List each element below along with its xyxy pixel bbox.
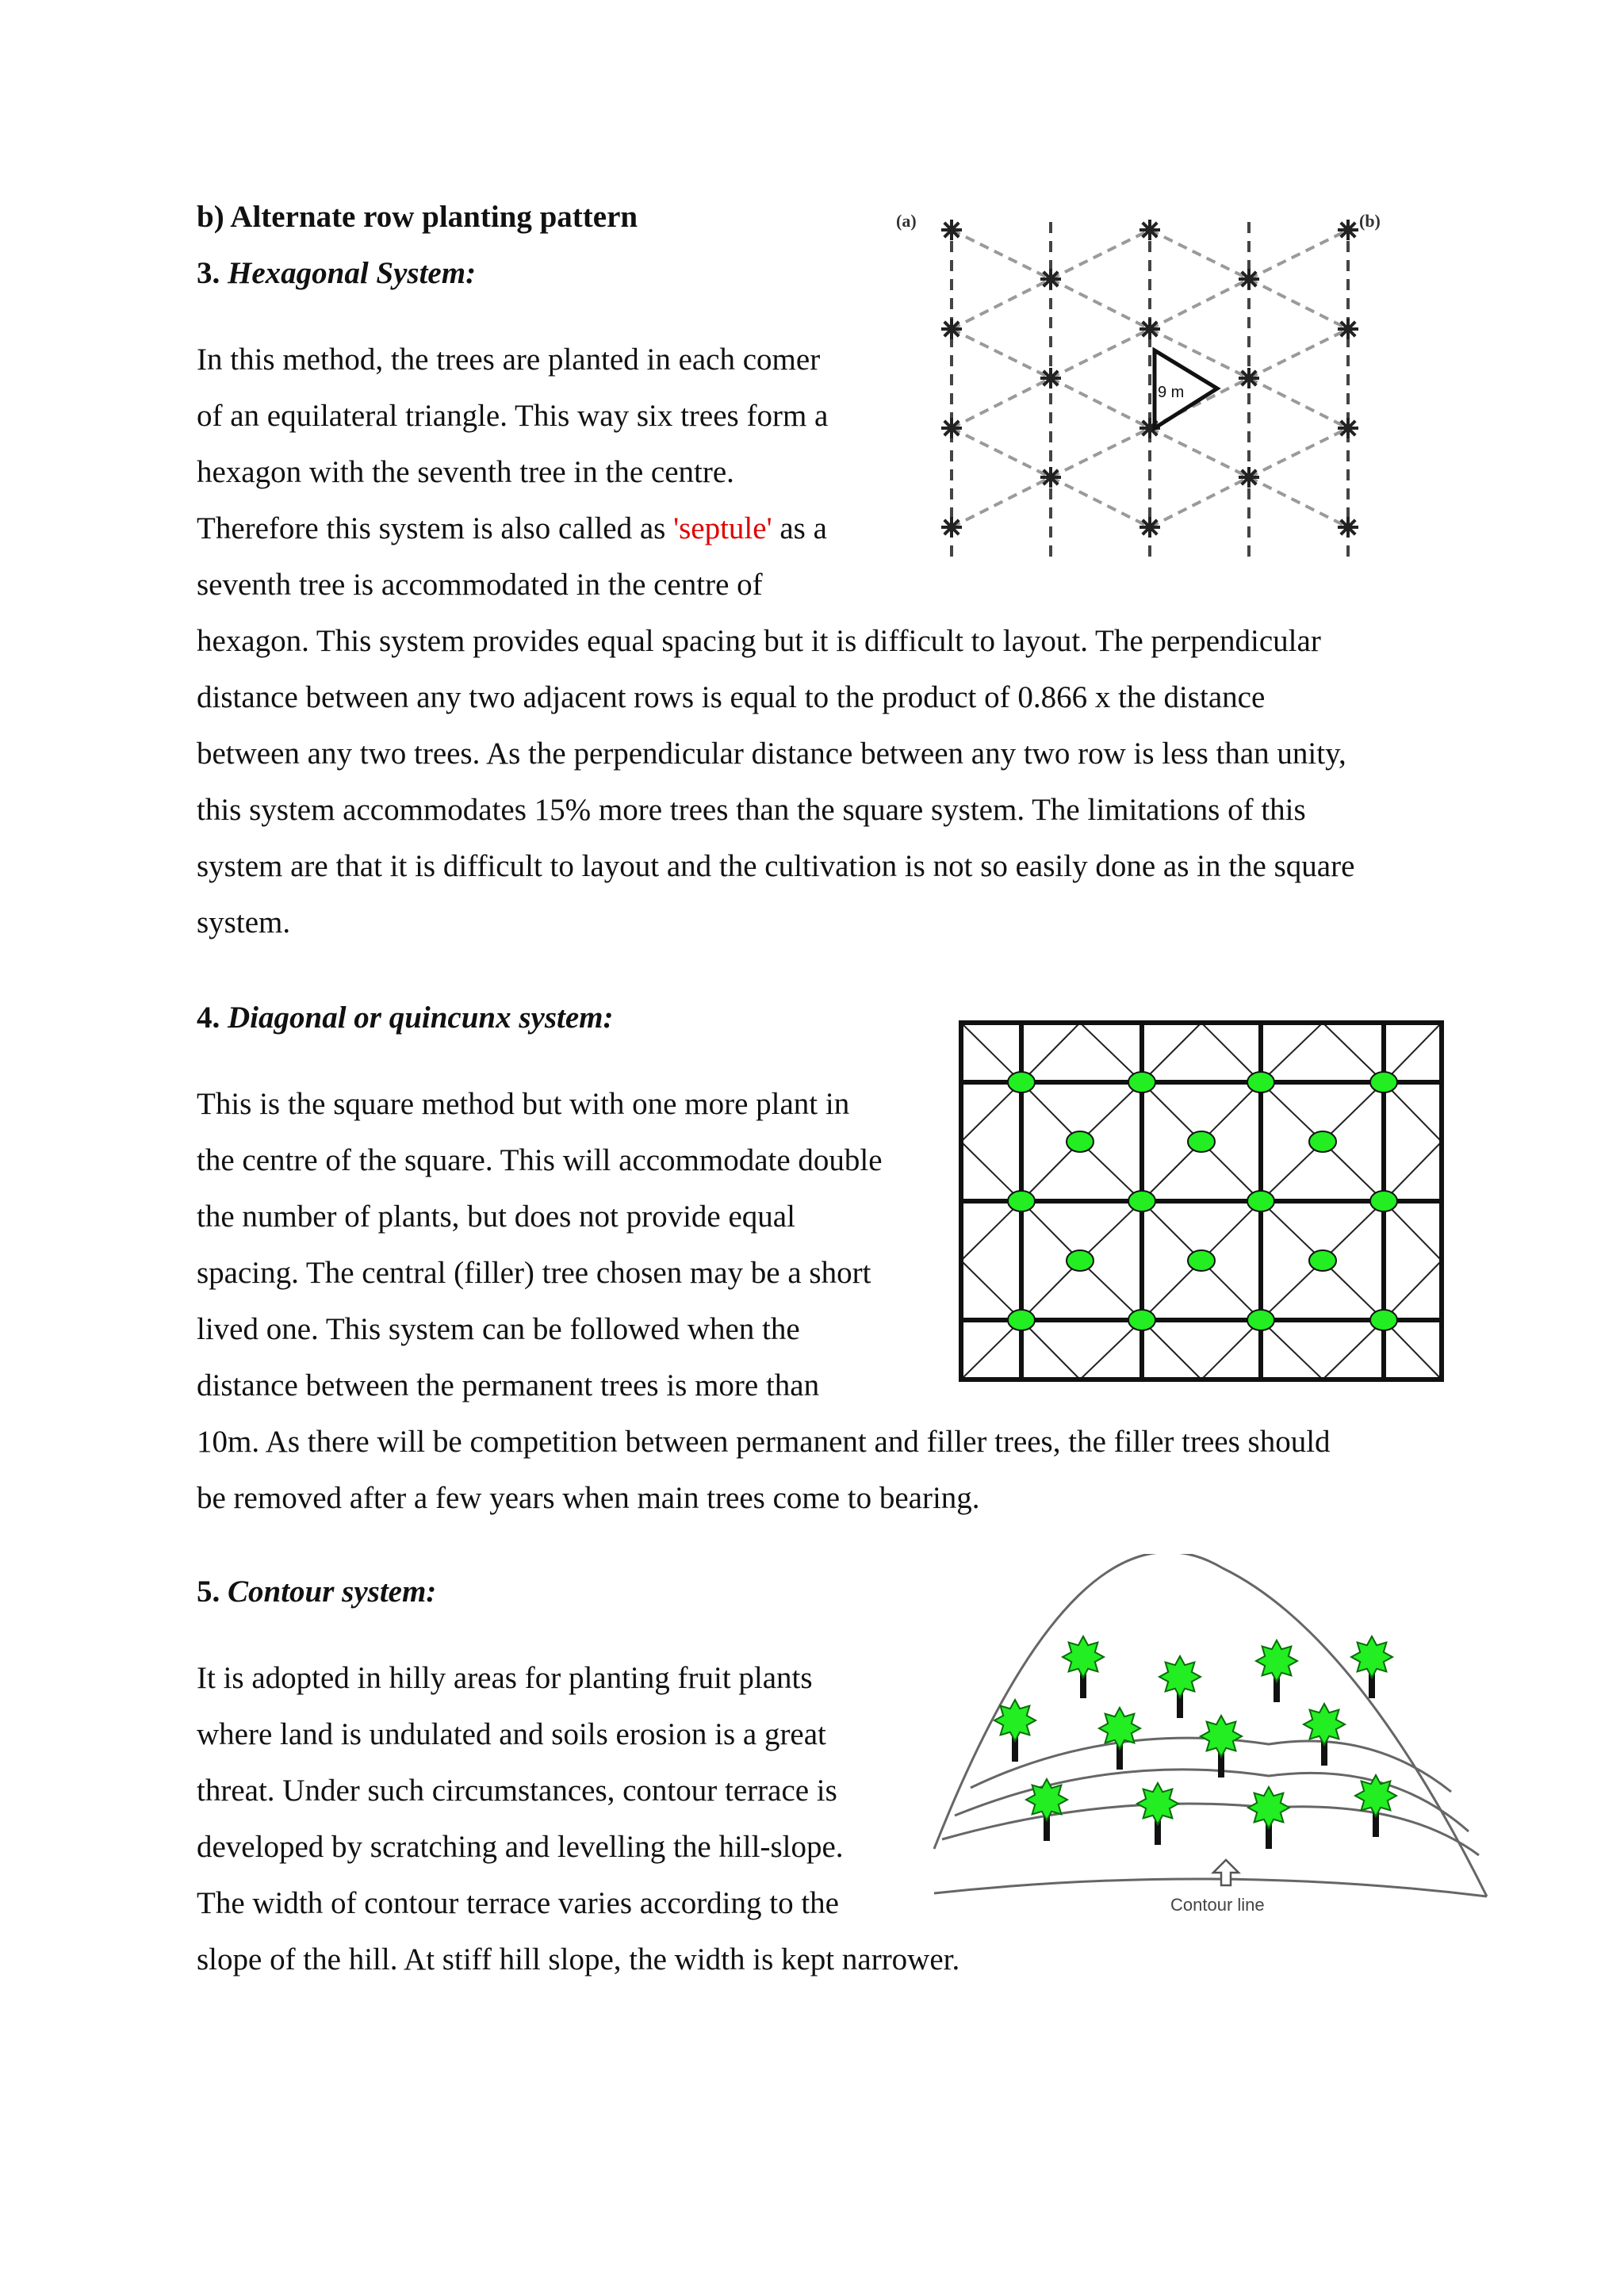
hex-link [1249,329,1348,378]
septule-term: 'septule' [673,511,772,545]
tree-icon [1201,1716,1242,1777]
diagonal-line [1261,1320,1323,1380]
contour-heading [197,1563,436,1620]
contour-number: 5. [197,1575,220,1609]
label-b: (b) [1359,211,1381,231]
permanent-tree [1008,1072,1035,1093]
tree-icon [1137,1783,1178,1845]
hex-link [1150,230,1249,279]
filler-tree [1067,1131,1094,1152]
diagonal-line [1261,1023,1323,1082]
diagonal-line [1021,1082,1080,1142]
distance-label: 9 m [1158,384,1185,401]
permanent-tree [1128,1072,1155,1093]
tree-icon [1139,517,1160,538]
permanent-tree [1247,1072,1274,1093]
contour-line: slope of the hill. At stiff hill slope, the width is kept narrower. [197,1942,960,1976]
diagonal-line [1142,1082,1201,1142]
diagonal-line [1261,1082,1323,1142]
hex-link [1249,428,1348,477]
hex-link [952,230,1051,279]
hex-link [1150,428,1249,477]
hex-link [1249,477,1348,527]
hex-link [1150,329,1249,378]
diagonal-line [1323,1261,1384,1320]
section-heading: b) Alternate row planting pattern [197,200,638,234]
permanent-tree [1128,1191,1155,1211]
hexagonal-line: hexagon. This system provides equal spacing but it is difficult to layout. The perpendicular [197,624,1321,658]
diagonal-line [1021,1201,1080,1261]
hex-link [1051,428,1150,477]
hexagonal-line: between any two trees. As the perpendicular distance between any two row is less than unity, [197,737,1346,771]
permanent-tree [1008,1191,1035,1211]
diagonal-line [1080,1142,1142,1201]
diagonal-line [1323,1142,1384,1201]
hexagonal-line: system are that it is difficult to layout and the cultivation is not so easily done as in the square [197,849,1355,883]
diagonal-line [1142,1023,1201,1082]
diagonal-line [1142,1261,1201,1320]
tree-icon [941,220,962,240]
tree-icon [1139,220,1160,240]
diagonal-line [1323,1320,1384,1380]
diagonal-number: 4. [197,1001,220,1035]
hex-link [1249,230,1348,279]
diagonal-line [1323,1023,1384,1082]
tree-icon [1351,1636,1392,1698]
tree-icon [1239,467,1259,488]
diagonal-line [961,1023,1021,1082]
diagonal-line [1261,1142,1323,1201]
permanent-tree [1370,1310,1397,1330]
diagonal-line: lived one. This system can be followed when the [197,1312,800,1346]
hexagonal-line: In this method, the trees are planted in each comer [197,342,821,377]
diagonal-line: the number of plants, but does not provide equal [197,1200,795,1234]
permanent-tree [1008,1310,1035,1330]
tree-icon [1338,517,1358,538]
hex-link [952,428,1051,477]
diagonal-title: Diagonal or quincunx system: [228,1001,614,1035]
diagonal-line [1201,1023,1261,1082]
contour-line: It is adopted in hilly areas for planting fruit plants [197,1661,813,1695]
hex-link [952,329,1051,378]
diagonal-line [1142,1142,1201,1201]
filler-tree [1309,1131,1336,1152]
text-run: as a [772,511,827,545]
diagonal-line [1323,1082,1384,1142]
diagonal-line: spacing. The central (filler) tree chosen may be a short [197,1256,871,1290]
tree-icon [1256,1640,1297,1702]
diagonal-line [1142,1320,1201,1380]
diagonal-line [1323,1201,1384,1261]
permanent-tree [1247,1191,1274,1211]
diagonal-line [1384,1142,1442,1201]
diagonal-heading [197,989,614,1046]
tree-icon [1304,1704,1345,1766]
hexagonal-line: seventh tree is accommodated in the centre of [197,568,763,602]
hex-link [1051,230,1150,279]
hexagonal-line: of an equilateral triangle. This way six trees form a [197,399,829,433]
diagonal-line [961,1142,1021,1201]
tree-icon [1063,1636,1104,1698]
tree-icon [1248,1787,1289,1849]
text-run: Therefore this system is also called as [197,511,674,545]
tree-icon [1040,368,1061,388]
hexagonal-line: distance between any two adjacent rows is equal to the product of 0.866 x the distance [197,680,1266,714]
diagonal-line [1261,1201,1323,1261]
filler-tree [1067,1250,1094,1271]
permanent-tree [1370,1072,1397,1093]
tree-icon [941,319,962,339]
hexagonal-line: hexagon with the seventh tree in the centre. [197,455,734,489]
tree-icon [1040,467,1061,488]
diagonal-line [961,1082,1021,1142]
contour-line: The width of contour terrace varies according to the [197,1886,839,1920]
diagonal-line [961,1320,1021,1380]
diagonal-line: This is the square method but with one more plant in [197,1087,850,1121]
diagonal-line [1201,1320,1261,1380]
diagonal-line [1384,1261,1442,1320]
tree-icon [1239,368,1259,388]
diagonal-line [1080,1023,1142,1082]
contour-figure [928,1554,1499,1934]
contour-title: Contour system: [228,1575,437,1609]
quincunx-figure [952,1015,1451,1387]
diagonal-line [1201,1142,1261,1201]
diagonal-line: the centre of the square. This will accommodate double [197,1143,883,1177]
tree-icon [1338,418,1358,438]
hexagonal-line: system. [197,905,291,939]
hex-link [952,477,1051,527]
tree-icon [1026,1779,1067,1841]
hexagonal-number: 3. [197,256,220,290]
diagonal-line: 10m. As there will be competition between permanent and filler trees, the filler trees should [197,1425,1331,1459]
hex-link [1150,477,1249,527]
hexagonal-line [197,500,827,557]
permanent-tree [1247,1310,1274,1330]
tree-icon [1040,269,1061,289]
contour-label: Contour line [1170,1895,1265,1915]
diagonal-line [1080,1082,1142,1142]
diagonal-line [1080,1201,1142,1261]
diagonal-line [1021,1320,1080,1380]
hex-row-lines [952,222,1348,563]
filler-tree [1309,1250,1336,1271]
tree-icon [1239,269,1259,289]
diagonal-line [1080,1320,1142,1380]
hexagonal-heading [197,245,476,301]
diagonal-line [961,1201,1021,1261]
diagonal-line [961,1261,1021,1320]
diagonal-line [1261,1261,1323,1320]
diagonal-line [1201,1261,1261,1320]
hex-link [1249,279,1348,329]
diagonal-line [1142,1201,1201,1261]
diagonal-line [1384,1023,1442,1082]
hex-link [952,378,1051,428]
diagonal-line [1384,1082,1442,1142]
hexagonal-line: this system accommodates 15% more trees than the square system. The limitations of this [197,793,1306,827]
tree-icon [1338,319,1358,339]
tree-icon [1139,319,1160,339]
diagonal-line [1201,1082,1261,1142]
contour-line: developed by scratching and levelling the hill-slope. [197,1830,844,1864]
tree-icon [1338,220,1358,240]
hexagonal-title: Hexagonal System: [228,256,477,290]
filler-tree [1188,1131,1215,1152]
contour-line: where land is undulated and soils erosion is a great [197,1717,826,1751]
hex-link [1051,477,1150,527]
diagonal-line [1384,1320,1442,1380]
hex-link [1249,378,1348,428]
diagonal-line: be removed after a few years when main trees come to bearing. [197,1481,980,1515]
permanent-tree [1128,1310,1155,1330]
filler-tree [1188,1250,1215,1271]
permanent-tree [1370,1191,1397,1211]
diagonal-line [1201,1201,1261,1261]
diagonal-line [1080,1261,1142,1320]
tree-icon [941,517,962,538]
tree-icon [1355,1775,1396,1837]
hexagonal-figure [888,198,1396,579]
tree-icon [1099,1708,1140,1770]
diagonal-line [1021,1142,1080,1201]
hex-link [1150,279,1249,329]
diagonal-line [1021,1261,1080,1320]
hex-link [1051,378,1150,428]
diagonal-line [1384,1201,1442,1261]
hex-link [1051,279,1150,329]
label-a: (a) [896,211,917,231]
tree-icon [994,1700,1036,1762]
tree-icon [1159,1656,1201,1718]
diagonal-line: distance between the permanent trees is more than [197,1368,820,1402]
contour-line: threat. Under such circumstances, contour terrace is [197,1774,837,1808]
up-arrow-icon [1213,1860,1239,1885]
tree-icon [941,418,962,438]
hex-link [952,279,1051,329]
hex-link [1051,329,1150,378]
diagonal-line [1021,1023,1080,1082]
